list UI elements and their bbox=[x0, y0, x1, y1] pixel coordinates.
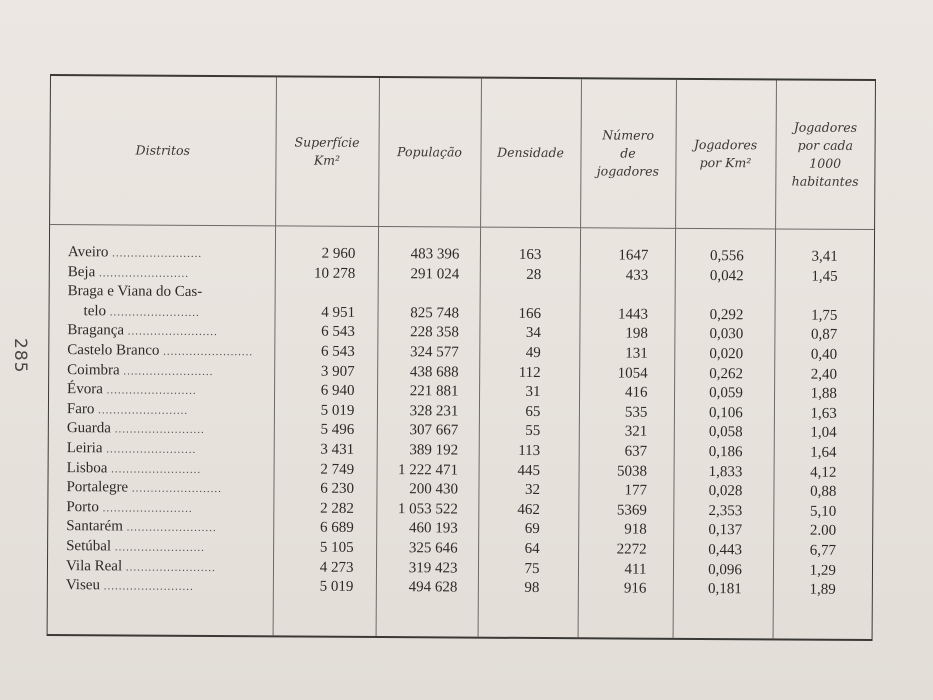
district-label: Vila Real bbox=[65, 557, 123, 574]
header-row bbox=[50, 76, 875, 230]
cell-jog_1000: 1,75 bbox=[811, 307, 838, 324]
district-label: Setúbal bbox=[66, 538, 112, 555]
header-superficie: Superfície Km² bbox=[275, 77, 379, 226]
cell-populacao: 319 423 bbox=[408, 559, 458, 576]
cell-jogadores: 637 bbox=[624, 443, 648, 460]
cell-densidade: 445 bbox=[517, 462, 541, 479]
leader-dots: ........................ bbox=[114, 541, 205, 554]
page-number: 285 bbox=[10, 338, 30, 374]
cell-densidade: 112 bbox=[518, 364, 541, 381]
district-label: Castelo Branco bbox=[67, 342, 160, 359]
cell-populacao: 438 688 bbox=[409, 363, 459, 381]
cell-jogadores: 411 bbox=[624, 561, 647, 578]
cell-densidade: 64 bbox=[524, 540, 540, 557]
district-name bbox=[48, 537, 273, 558]
cell-jogadores: 177 bbox=[624, 482, 648, 499]
column-jogadores-por-km2 bbox=[673, 228, 775, 638]
cell-jog_1000: 0,87 bbox=[810, 327, 838, 344]
cell-superficie: 2 960 bbox=[321, 245, 356, 262]
cell-densidade: 163 bbox=[518, 246, 542, 264]
cell-jogadores: 916 bbox=[623, 580, 647, 597]
district-name-continued bbox=[49, 302, 274, 323]
cell-jog_1000: 3,41 bbox=[811, 248, 838, 265]
cell-populacao: 460 193 bbox=[408, 520, 458, 537]
leader-dots: ........................ bbox=[102, 502, 193, 515]
leader-dots: ........................ bbox=[106, 443, 197, 456]
cell-populacao: 483 396 bbox=[410, 246, 460, 263]
district-label: Beja bbox=[67, 263, 96, 280]
cell-populacao: 389 192 bbox=[409, 442, 459, 459]
cell-jogadores: 2272 bbox=[616, 541, 647, 558]
cell-jog_1000: 4,12 bbox=[810, 464, 837, 481]
district-label: Lisboa bbox=[66, 459, 108, 476]
district-label-continued: telo bbox=[83, 302, 107, 320]
leader-dots: ........................ bbox=[163, 345, 254, 359]
column-distritos bbox=[48, 225, 275, 636]
cell-populacao: 1 222 471 bbox=[398, 461, 459, 479]
district-label: Santarém bbox=[66, 518, 123, 535]
cell-densidade: 49 bbox=[525, 344, 541, 361]
district-name bbox=[50, 243, 275, 264]
district-label: Faro bbox=[66, 400, 95, 418]
cell-populacao: 825 748 bbox=[410, 304, 460, 322]
cell-superficie: 6 940 bbox=[320, 382, 355, 400]
spacer-cell bbox=[775, 287, 874, 307]
leader-dots: ........................ bbox=[127, 325, 218, 339]
cell-superficie: 6 689 bbox=[319, 519, 354, 537]
cell-populacao: 328 231 bbox=[409, 402, 459, 420]
column-densidade bbox=[478, 227, 580, 637]
district-label: Portalegre bbox=[66, 479, 129, 496]
district-name bbox=[49, 341, 274, 362]
cell-jogadores: 321 bbox=[624, 423, 648, 440]
cell-jog_km2: 0,020 bbox=[709, 346, 744, 363]
district-name bbox=[48, 478, 273, 499]
district-name bbox=[49, 459, 274, 480]
cell-superficie: 10 278 bbox=[313, 265, 356, 282]
cell-densidade: 31 bbox=[525, 384, 541, 401]
leader-dots: ........................ bbox=[98, 266, 190, 280]
cell-densidade: 98 bbox=[524, 580, 540, 597]
district-name bbox=[49, 439, 274, 460]
cell-jogadores: 535 bbox=[624, 404, 648, 421]
cell-densidade: 65 bbox=[525, 403, 541, 420]
header-numero-jogadores: Número de jogadores bbox=[580, 79, 676, 228]
leader-dots: ........................ bbox=[114, 423, 205, 437]
cell-superficie: 4 951 bbox=[321, 304, 356, 321]
cell-jog_1000: 6,77 bbox=[809, 542, 837, 559]
district-name bbox=[48, 517, 273, 538]
cell-jog_km2: 0,030 bbox=[709, 326, 744, 343]
cell-jog_km2: 0,181 bbox=[707, 581, 742, 598]
spacer-cell bbox=[675, 286, 774, 306]
spacer-cell bbox=[275, 284, 377, 304]
district-name bbox=[48, 556, 273, 577]
cell-superficie: 3 907 bbox=[320, 363, 355, 380]
cell-jog_1000: 1,45 bbox=[811, 268, 838, 285]
cell-jog_km2: 0,186 bbox=[708, 443, 743, 461]
cell-superficie: 3 431 bbox=[320, 441, 355, 458]
district-label: Porto bbox=[66, 498, 99, 516]
cell-populacao: 228 358 bbox=[410, 324, 459, 341]
leader-dots: ........................ bbox=[111, 462, 202, 476]
cell-superficie: 4 273 bbox=[319, 559, 354, 576]
column-superficie bbox=[273, 226, 378, 636]
cell-jog_1000: 0,88 bbox=[810, 483, 837, 500]
cell-superficie: 5 105 bbox=[319, 539, 354, 556]
statistics-table bbox=[47, 74, 876, 641]
district-name bbox=[49, 419, 274, 440]
cell-jog_km2: 2,353 bbox=[708, 502, 743, 519]
spacer-cell bbox=[580, 285, 674, 305]
cell-densidade: 55 bbox=[525, 423, 541, 440]
leader-dots: ........................ bbox=[126, 521, 217, 535]
leader-dots: ........................ bbox=[98, 404, 189, 417]
cell-jog_km2: 0,028 bbox=[708, 483, 743, 500]
header-populacao: População bbox=[378, 78, 481, 227]
cell-jog_1000: 1,04 bbox=[810, 424, 837, 442]
cell-densidade: 69 bbox=[524, 521, 540, 538]
leader-dots: ........................ bbox=[123, 365, 214, 378]
cell-superficie: 2 282 bbox=[320, 500, 354, 517]
district-label: Coimbra bbox=[67, 361, 120, 378]
cell-densidade: 166 bbox=[518, 305, 542, 322]
leader-dots: ........................ bbox=[103, 580, 194, 593]
cell-populacao: 221 881 bbox=[409, 383, 459, 400]
cell-jogadores: 433 bbox=[625, 267, 649, 284]
cell-jog_1000: 1,64 bbox=[810, 444, 837, 461]
leader-dots: ........................ bbox=[106, 384, 197, 398]
district-label: Évora bbox=[67, 381, 103, 398]
cell-jog_1000: 0,40 bbox=[810, 346, 838, 363]
cell-populacao: 291 024 bbox=[410, 265, 460, 283]
spacer-cell bbox=[480, 285, 579, 305]
district-name bbox=[49, 380, 274, 401]
cell-populacao: 494 628 bbox=[408, 579, 458, 596]
cell-densidade: 34 bbox=[525, 325, 541, 342]
district-label: Bragança bbox=[67, 322, 125, 339]
district-name bbox=[48, 576, 273, 597]
header-densidade: Densidade bbox=[480, 79, 581, 228]
header-distritos: Distritos bbox=[50, 76, 276, 226]
leader-dots: ........................ bbox=[109, 306, 200, 319]
cell-populacao: 307 667 bbox=[409, 422, 459, 439]
cell-jog_1000: 2,40 bbox=[810, 366, 838, 383]
cell-densidade: 28 bbox=[526, 266, 542, 283]
cell-jogadores: 416 bbox=[625, 384, 648, 401]
cell-jog_km2: 0,262 bbox=[709, 365, 744, 382]
district-label: Viseu bbox=[65, 577, 101, 594]
column-numero-jogadores bbox=[578, 228, 675, 638]
spacer-cell bbox=[378, 284, 479, 304]
cell-jog_km2: 0,292 bbox=[709, 306, 744, 324]
cell-jogadores: 1054 bbox=[617, 365, 648, 382]
cell-densidade: 75 bbox=[524, 560, 540, 577]
cell-densidade: 462 bbox=[517, 501, 540, 518]
district-label: Guarda bbox=[66, 420, 112, 437]
header-jogadores-por-km2: Jogadores por Km² bbox=[675, 80, 776, 229]
cell-superficie: 5 496 bbox=[320, 422, 355, 439]
cell-jog_km2: 1,833 bbox=[708, 463, 743, 480]
district-label: Leiria bbox=[66, 440, 103, 457]
district-name bbox=[50, 263, 275, 284]
districts-table bbox=[48, 76, 875, 639]
cell-jog_km2: 0,059 bbox=[709, 385, 743, 402]
cell-jog_1000: 5,10 bbox=[809, 503, 837, 520]
district-name bbox=[49, 361, 274, 382]
cell-jogadores: 1647 bbox=[618, 247, 649, 264]
district-name bbox=[50, 282, 275, 303]
cell-populacao: 200 430 bbox=[409, 481, 459, 498]
cell-superficie: 2 749 bbox=[320, 461, 355, 478]
cell-jogadores: 5038 bbox=[617, 463, 648, 480]
cell-jog_1000: 2.00 bbox=[809, 522, 837, 540]
cell-superficie: 5 019 bbox=[320, 402, 355, 419]
cell-jog_km2: 0,058 bbox=[708, 424, 743, 441]
table-body bbox=[48, 225, 874, 640]
cell-jog_km2: 0,096 bbox=[708, 561, 742, 578]
cell-jogadores: 198 bbox=[625, 325, 648, 343]
cell-populacao: 325 646 bbox=[408, 540, 458, 557]
cell-jog_km2: 0,556 bbox=[709, 248, 744, 265]
leader-dots: ........................ bbox=[131, 482, 222, 496]
cell-jog_km2: 0,106 bbox=[709, 404, 743, 421]
cell-densidade: 113 bbox=[518, 442, 541, 459]
cell-jog_1000: 1,29 bbox=[809, 562, 836, 579]
header-jogadores-por-1000: Jogadores por cada 1000 habitantes bbox=[775, 80, 875, 229]
cell-jog_1000: 1,88 bbox=[810, 385, 837, 402]
column-populacao bbox=[376, 227, 480, 637]
cell-jog_km2: 0,042 bbox=[709, 267, 744, 284]
cell-jogadores: 918 bbox=[624, 521, 647, 538]
cell-densidade: 32 bbox=[524, 482, 541, 499]
cell-populacao: 1 053 522 bbox=[397, 500, 458, 518]
district-label: Braga e Viana do Cas- bbox=[67, 283, 203, 301]
column-jogadores-por-1000 bbox=[773, 229, 874, 639]
cell-jog_1000: 1,63 bbox=[810, 405, 837, 422]
cell-populacao: 324 577 bbox=[410, 344, 459, 361]
cell-jog_km2: 0,443 bbox=[708, 541, 743, 559]
cell-jogadores: 5369 bbox=[616, 502, 647, 519]
cell-superficie: 5 019 bbox=[319, 578, 354, 595]
cell-jogadores: 1443 bbox=[617, 306, 649, 323]
district-name bbox=[48, 498, 273, 519]
district-name bbox=[49, 400, 274, 421]
cell-superficie: 6 543 bbox=[321, 343, 355, 360]
cell-jog_km2: 0,137 bbox=[708, 522, 743, 539]
cell-jogadores: 131 bbox=[625, 345, 648, 362]
district-name bbox=[49, 321, 274, 342]
district-label: Aveiro bbox=[67, 244, 109, 261]
leader-dots: ........................ bbox=[112, 247, 203, 260]
cell-superficie: 6 230 bbox=[320, 480, 355, 497]
leader-dots: ........................ bbox=[125, 560, 216, 574]
cell-jog_1000: 1,89 bbox=[809, 581, 836, 598]
cell-superficie: 6 543 bbox=[321, 324, 355, 341]
